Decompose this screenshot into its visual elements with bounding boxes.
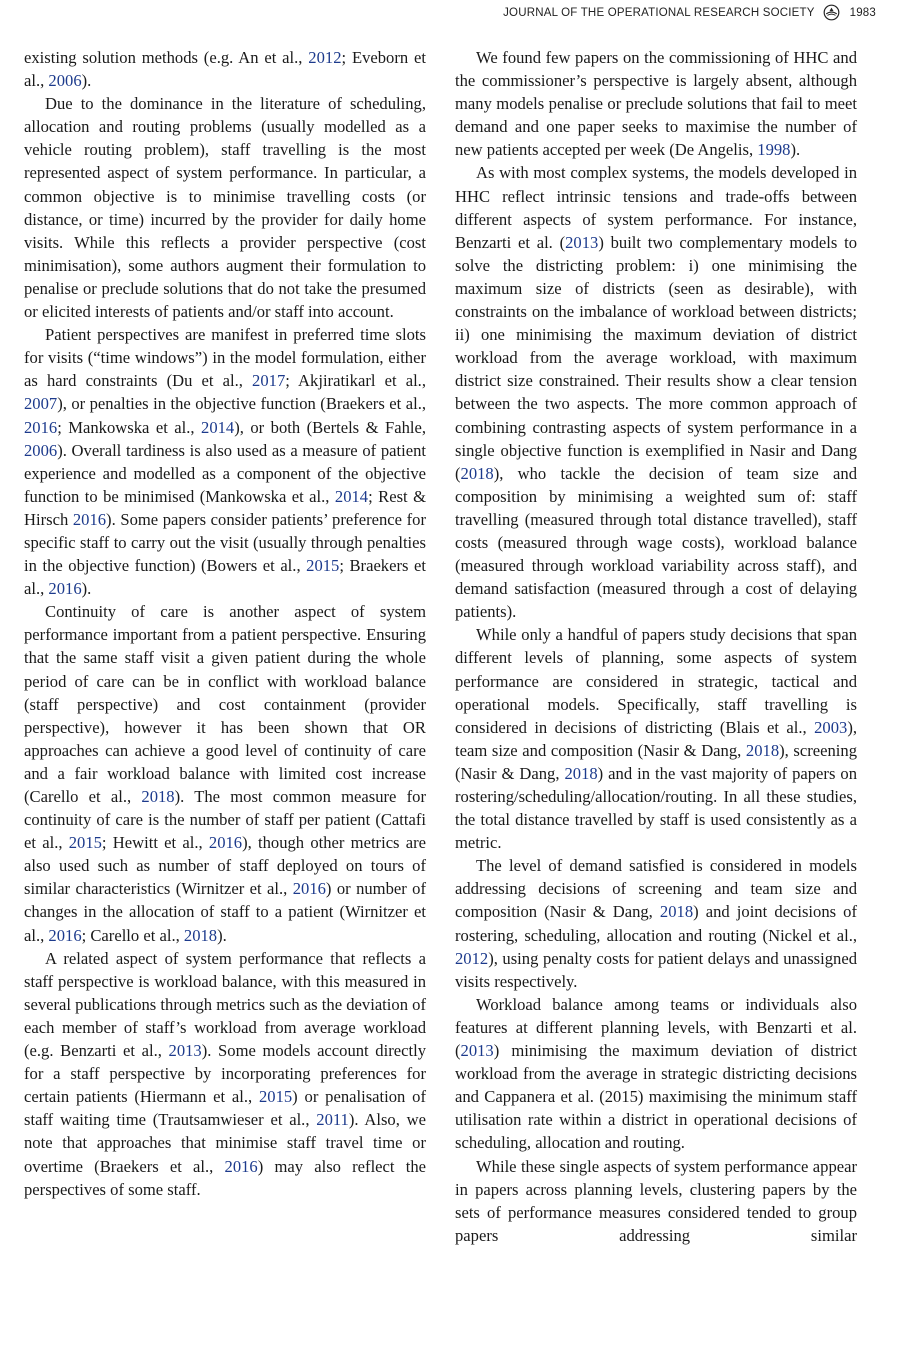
journal-logo-icon <box>823 4 840 21</box>
paragraph: We found few papers on the commissioning of HHC and the commissioner’s perspective is largely absent, although many models penalise or preclude solutions that fail to meet demand and one paper seeks to maximise the number of new patients accepted per week (De Angelis, 1998). <box>455 48 857 160</box>
citation-year-link[interactable]: 2006 <box>48 71 82 91</box>
citation-year-link[interactable]: 2018 <box>141 787 175 806</box>
citation-year-link[interactable]: 2018 <box>745 740 780 760</box>
citation-year-link[interactable]: 2016 <box>224 1156 258 1176</box>
paragraph: Due to the dominance in the literature of scheduling, allocation and routing problems (usually modelled as a vehicle routing problem), staff travelling is the most represented aspect of system performance. In particular, a common objective is to minimise travelling costs (or distance, or time) incurred by the provider for daily home visits. While this reflects a provider perspective (cost minimisation), some authors augment their formulation to penalise or preclude solutions that do not take the presumed or elicited interests of patients and/or staff into account. <box>24 94 426 322</box>
citation-year-link[interactable]: 2011 <box>316 1110 349 1130</box>
citation-year-link[interactable]: 1998 <box>757 140 791 160</box>
running-header <box>503 4 876 21</box>
citation-year-link[interactable]: 2012 <box>455 948 489 968</box>
citation-year-link[interactable]: 2018 <box>460 463 494 483</box>
paragraph: Patient perspectives are manifest in preferred time slots for visits (“time windows”) in the model formulation, either as hard constraints (Du et al., 2017; Akjiratikarl et al., 2007), or penalties in the objective function (Braekers et al., 2016; Mankowska et al., 2014), or both (Bertels & Fahle, 2006). Overall tardiness is also used as a measure of patient experience and modelled as a component of the objective function to be minimised (Mankowska et al., 2014; Rest & Hirsch 2016). Some papers consider patients’ preference for specific staff to carry out the visit (usually through penalties in the objective function) (Bowers et al., 2015; Braekers et al., 2016). <box>24 325 426 599</box>
paragraph: existing solution methods (e.g. An et al., 2012; Eveborn et al., 2006). <box>24 48 426 91</box>
citation-year-link[interactable]: 2013 <box>565 232 599 252</box>
left-column <box>24 46 426 1201</box>
right-column <box>455 46 857 1247</box>
paragraph: While these single aspects of system performance appear in papers across planning levels, clustering papers by the sets of performance measures considered tended to group papers addressing similar <box>455 1156 857 1245</box>
page-number: 1983 <box>849 6 876 19</box>
citation-year-link[interactable]: 2018 <box>564 763 598 783</box>
citation-year-link[interactable]: 2016 <box>48 925 82 945</box>
citation-year-link[interactable]: 2018 <box>183 925 218 945</box>
citation-year-link[interactable]: 2013 <box>460 1041 494 1061</box>
citation-year-link[interactable]: 2016 <box>72 509 107 529</box>
citation-year-link[interactable]: 2016 <box>48 579 82 599</box>
paragraph: As with most complex systems, the models developed in HHC reflect intrinsic tensions and trade-offs between different aspects of system performance. For instance, Benzarti et al. (2013) built two complementary models to solve the districting problem: i) one minimising the maximum size of districts (seen as desirable), with constraints on the imbalance of workload between districts; ii) one minimising the maximum deviation of district workload from the average workload, with maximum district size constrained. Their results show a clear tension between the two aspects. The more common approach of combining contrasting aspects of system performance in a single objective function is exemplified in Nasir and Dang (2018), who tackle the decision of team size and composition by minimising a weighted sum of: staff travelling (measured through total distance travelled), staff costs (measured through wage costs), workload balance (measured through workload variability across staff), and demand satisfaction (measured through a cost of delaying patients). <box>455 163 858 622</box>
citation-year-link[interactable]: 2013 <box>168 1041 202 1061</box>
paragraph: Workload balance among teams or individuals also features at different planning levels, with Benzarti et al. (2013) minimising the maximum deviation of district workload from the average in strategic districting decisions and Cappanera et al. (2015) maximising the minimum staff utilisation rate within a district in operational decisions of scheduling, allocation and routing. <box>455 994 857 1153</box>
citation-year-link[interactable]: 2006 <box>24 440 58 460</box>
citation-year-link[interactable]: 2003 <box>814 717 848 737</box>
citation-year-link[interactable]: 2012 <box>308 48 342 67</box>
citation-year-link[interactable]: 2018 <box>659 902 694 922</box>
citation-year-link[interactable]: 2015 <box>68 833 102 853</box>
citation-year-link[interactable]: 2016 <box>208 833 243 853</box>
citation-year-link[interactable]: 2014 <box>201 417 235 437</box>
paragraph: While only a handful of papers study decisions that span different levels of planning, some aspects of system performance are considered in strategic, tactical and operational models. Specifically, staff travelling is considered in decisions of districting (Blais et al., 2003), team size and composition (Nasir & Dang, 2018), screening (Nasir & Dang, 2018) and in the vast majority of papers on rostering/scheduling/allocation/routing. In all these studies, the total distance travelled by staff is used consistently as a metric. <box>455 625 857 853</box>
citation-year-link[interactable]: 2014 <box>334 486 369 506</box>
citation-year-link[interactable]: 2015 <box>306 556 340 576</box>
journal-name: JOURNAL OF THE OPERATIONAL RESEARCH SOCIETY <box>503 6 815 19</box>
paragraph: Continuity of care is another aspect of system performance important from a patient perspective. Ensuring that the same staff visit a given patient during the whole period of care can be in conflict with workload balance (staff perspective) and cost containment (provider perspective), however it has been shown that OR approaches can achieve a good level of continuity of care and a fair workload balance with limited cost increase (Carello et al., 2018). The most common measure for continuity of care is the number of staff per patient (Cattafi et al., 2015; Hewitt et al., 2016), though other metrics are also used such as number of staff deployed on tours of similar characteristics (Wirnitzer et al., 2016) or number of changes in the allocation of staff to a patient (Wirnitzer et al., 2016; Carello et al., 2018). <box>24 602 427 945</box>
citation-year-link[interactable]: 2007 <box>24 394 58 414</box>
citation-year-link[interactable]: 2016 <box>24 417 58 437</box>
citation-year-link[interactable]: 2016 <box>292 879 326 899</box>
citation-year-link[interactable]: 2017 <box>252 371 286 391</box>
citation-year-link[interactable]: 2015 <box>258 1087 293 1107</box>
paragraph: A related aspect of system performance that reflects a staff perspective is workload balance, with this measured in several publications through metrics such as the deviation of each member of staff’s workload from average workload (e.g. Benzarti et al., 2013). Some models account directly for a staff perspective by incorporating preferences for certain patients (Hiermann et al., 2015) or penalisation of staff waiting time (Trautsamwieser et al., 2011). Also, we note that approaches that minimise staff travel time or overtime (Braekers et al., 2016) may also reflect the perspectives of some staff. <box>24 948 426 1199</box>
paragraph: The level of demand satisfied is considered in models addressing decisions of screening and team size and composition (Nasir & Dang, 2018) and joint decisions of rostering, scheduling, allocation and routing (Nickel et al., 2012), using penalty costs for patient delays and unassigned visits respectively. <box>455 856 857 991</box>
